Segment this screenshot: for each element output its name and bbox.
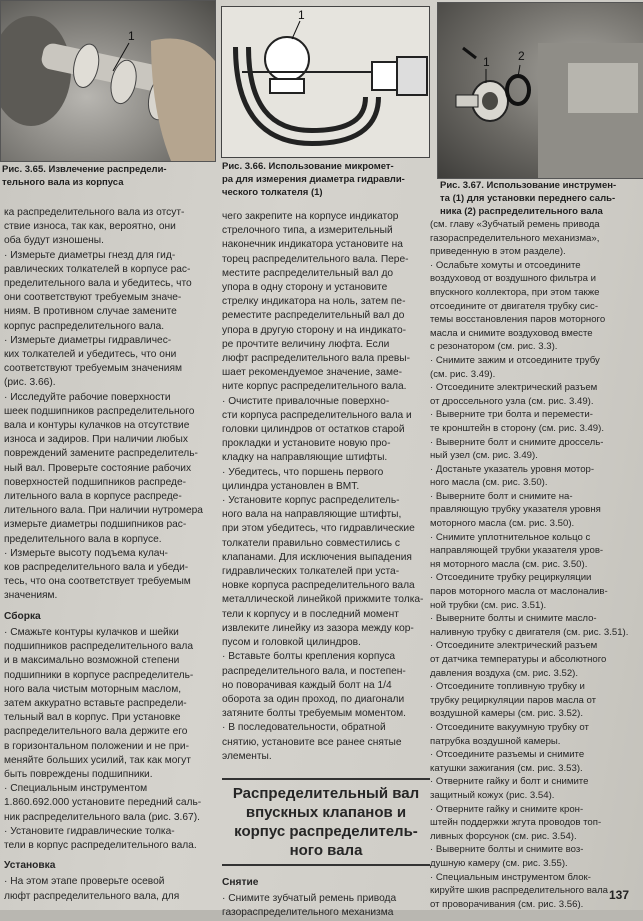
col1-install-paragraph: · На этом этапе проверьте осевой люфт распределительного вала, для	[4, 876, 180, 902]
col2-paragraph: · Убедитесь, что поршень первого цилиндра установлен в ВМТ.	[222, 466, 384, 492]
text-column-3	[430, 218, 635, 911]
col1-paragraph: · Исследуйте рабочие поверхности шеек подшипников распределительного вала и контуры кулачков на отсутствие износа и задиров. При наличии любых повреждений замените распределитель- ный вал. Проверьте состояние рабочих поверхностей подшипников распреде- лительного вала в корпусе распреде- лительного вала. При наличии нутромера измерьте диаметры подшипников рас- пределительного вала в корпусе.	[4, 391, 203, 545]
col1-assembly-paragraph: · Специальным инструментом 1.860.692.000 установите передний саль- ник распределительного вала (рис. 3.67).	[4, 783, 202, 823]
col3-paragraph: · Отсоедините вакуумную трубку от патрубка воздушной камеры.	[430, 721, 589, 747]
col1-assembly-paragraph: · Установите гидравлические толка- тели в корпус распределительного вала.	[4, 825, 197, 851]
col3-paragraph: · Достаньте указатель уровня мотор- ного масла (см. рис. 3.50).	[430, 463, 595, 489]
col2-paragraph: чего закрепите на корпусе индикатор стрелочного типа, а измерительный наконечник индикатора установите на торец распределительного вала. Пере- местите распределительный вал до упора в одну сторону и установите стрелку индикатора на ноль, затем пе- реместите распределительный вал до упора в другую сторону и на индикато- ре прочтите величину люфта. Если люфт распределительного вала превы- шает рекомендуемое значение, заме- ните корпус распределительного вала.	[222, 211, 410, 393]
col3-paragraph: · Отверните гайку и болт и снимите защитный кожух (рис. 3.54).	[430, 776, 589, 801]
figure-3-65-photo	[0, 0, 216, 162]
figure-3-66-photo	[221, 6, 430, 158]
figure-3-66-callout-1: 1	[298, 8, 305, 22]
col3-paragraph: · Выверните три болта и перемести- те кронштейн в сторону (см. рис. 3.49).	[430, 409, 604, 434]
page-number: 137	[608, 888, 629, 902]
col3-paragraph: · Отсоедините электрический разъем от дроссельного узла (см. рис. 3.49).	[430, 382, 598, 407]
col3-paragraph: · Ослабьте хомуты и отсоедините воздуховод от воздушного фильтра и впускного коллектора, при этом также отсоедините от двигателя трубку сис- темы восстановления паров моторного масла и снимите воздуховод вместе с резонатором (см. рис. 3.3).	[430, 259, 606, 353]
micrometer-illustration	[222, 7, 429, 157]
col3-paragraph: · Выверните болты и снимите масло- наливную трубку с двигателя (см. рис. 3.51).	[430, 613, 629, 638]
col3-paragraph: · Отверните гайку и снимите крон- штейн поддержки жгута проводов топ- ливных форсунок (см. рис. 3.54).	[430, 803, 602, 842]
section-box-heading: Распределительный вал впускных клапанов и корпус распределитель- ного вала	[222, 778, 430, 866]
col3-paragraph: · Отсоедините разъемы и снимите катушки зажигания (см. рис. 3.53).	[430, 749, 585, 774]
col2-paragraph: · Очистите привалочные поверхно- сти корпуса распределительного вала и головки цилиндров от остатков старой прокладки и установите новую про- кладку на направляющие штифты.	[222, 395, 412, 464]
col1-paragraph: · Измерьте диаметры гнезд для гид- равлических толкателей в корпусе рас- пределительного вала и убедитесь, что они соответствуют требуемым значе- ниям. В противном случае замените корпус распределительного вала.	[4, 249, 192, 332]
col1-paragraph: · Измерьте диаметры гидравличес- ких толкателей и убедитесь, что они соответствуют требуемым значениям (рис. 3.66).	[4, 334, 182, 389]
col3-paragraph: (см. главу «Зубчатый ремень привода газораспределительного механизма», приведенную в этом разделе).	[430, 219, 600, 258]
col2-paragraph: · Вставьте болты крепления корпуса распределительного вала, и постепен- но поворачивая каждый болт на 1/4 оборота за один проход, по диагонали затяните болты требуемым моментом.	[222, 651, 407, 720]
heading-assembly: Сборка	[4, 610, 41, 622]
heading-removal: Снятие	[222, 876, 259, 888]
col1-paragraph: · Измерьте высоту подъема кулач- ков распределительного вала и убеди- тесь, что она соответствует требуемым значениям.	[4, 547, 191, 602]
col2-paragraph: · Установите корпус распределитель- ного вала на направляющие штифты, при этом убедитесь, что гидравлические толкатели правильно совместились с клапанами. Для исключения выпадения гидравлических толкателей при уста- новке корпуса распределительного вала металлической линейкой прижмите толка- тели к корпусу и в последний момент извлеките линейку из зазора между кор- пусом и головкой цилиндров.	[222, 495, 424, 649]
figure-3-67-photo	[437, 2, 643, 179]
seal-tool-illustration	[438, 3, 643, 178]
col2-removal-paragraph: · Снимите зубчатый ремень привода газораспределительного механизма	[222, 893, 397, 919]
col3-paragraph: · Выверните болт и снимите на- правляющую трубку указателя уровня моторного масла (см. рис. 3.50).	[430, 490, 601, 530]
col3-paragraph: · Выверните болт и снимите дроссель- ный узел (см. рис. 3.49).	[430, 436, 604, 462]
figure-3-65-caption: Рис. 3.65. Извлечение распредели- тельного вала из корпуса	[2, 164, 167, 188]
col1-assembly-paragraph: · Смажьте контуры кулачков и шейки подшипников распределительного вала и в максимально возможной степени подшипники в корпусе распределитель- ного вала чистым моторным маслом, затем аккуратно вставьте распредели- тельный вал в корпус. При установке распределительного вала держите его в горизонтальном положении и не при- меняйте больших усилий, так как могут быть повреждены подшипники.	[4, 626, 194, 780]
col3-paragraph: · Отсоедините трубку рециркуляции паров моторного масла от маслоналив- ной трубки (см. рис. 3.51).	[430, 572, 608, 611]
heading-install: Установка	[4, 860, 56, 872]
col2-paragraph: · В последовательности, обратной снятию, установите все ранее снятые элементы.	[222, 722, 402, 762]
figure-3-65-callout-1: 1	[128, 29, 135, 43]
figure-3-67-caption: Рис. 3.67. Использование инструмен- та (1) для установки переднего саль- ника (2) распределительного вала	[440, 180, 617, 217]
col3-paragraph: · Специальным инструментом блок- кируйте шкив распределительного вала от проворачивания (см. рис. 3.56).	[430, 871, 609, 910]
col1-paragraph: ка распределительного вала из отсут- ствие износа, так как, вероятно, они оба будут изношены.	[4, 207, 185, 247]
col3-paragraph: · Отсоедините электрический разъем от датчика температуры и абсолютного давления воздуха (см. рис. 3.52).	[430, 640, 607, 679]
col3-paragraph: · Снимите уплотнительное кольцо с направляющей трубки указателя уров- ня моторного масла (см. рис. 3.50).	[430, 531, 604, 570]
col3-paragraph: · Снимите зажим и отсоедините трубу (см. рис. 3.49).	[430, 354, 600, 380]
figure-3-67-callout-1: 1	[483, 55, 490, 69]
text-column-2	[222, 210, 430, 921]
figure-3-67-callout-2: 2	[518, 49, 525, 63]
col3-paragraph: · Выверните болты и снимите воз- душную камеру (см. рис. 3.55).	[430, 844, 584, 869]
figure-3-66-caption: Рис. 3.66. Использование микромет- ра для измерения диаметра гидравли- ческого толкателя (1)	[222, 161, 405, 198]
camshaft-illustration	[1, 1, 215, 161]
col3-paragraph: · Отсоедините топливную трубку и трубку рециркуляции паров масла от воздушной камеры (см. рис. 3.52).	[430, 681, 597, 720]
text-column-1	[4, 206, 210, 904]
